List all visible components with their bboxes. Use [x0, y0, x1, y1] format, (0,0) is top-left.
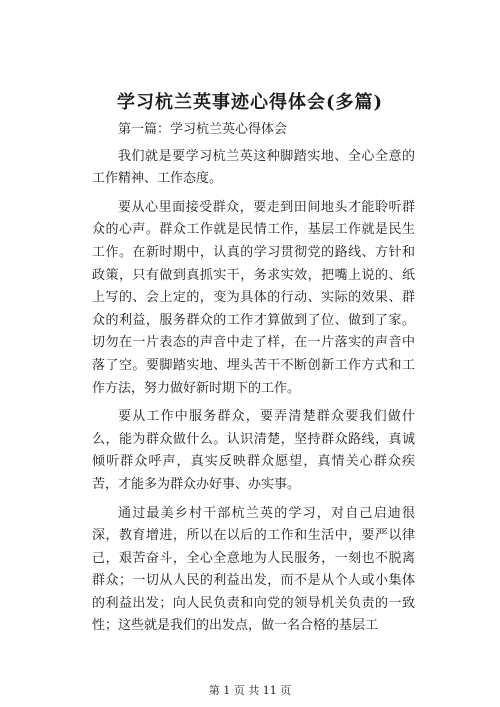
paragraph-2: 要从心里面接受群众，要走到田间地头才能聆听群众的心声。群众工作就是民情工作，基层工作就是民生工作。在新时期中，认真的学习贯彻党的路线、方针和政策，只有做到真抓实干，务求实效，把嘴上说的、纸上写的、会上定的，变为具体的行动、实际的效果、群众的利益，服务群众的工作才算做到了位、做到了家。切勿在一片表态的声音中走了样，在一片落实的声音中落了空。要脚踏实地、埋头苦干不断创新工作方式和工作方法，努力做好新时期下的工作。 [92, 199, 415, 396]
document-title: 学习杭兰英事迹心得体会(多篇) [116, 92, 384, 113]
document-body [92, 119, 415, 644]
paragraph-1: 我们就是要学习杭兰英这种脚踏实地、全心全意的工作精神、工作态度。 [92, 148, 415, 187]
section-heading: 第一篇：学习杭兰英心得体会 [118, 122, 288, 137]
page-footer: 第 1 页 共 11 页 [208, 684, 292, 697]
paragraph-4: 通过最美乡村干部杭兰英的学习，对自己启迪很深，教育增进，所以在以后的工作和生活中，要严以律己，艰苦奋斗，全心全意地为人民服务，一刻也不脱离群众；一切从人民的利益出发，而不是从个人或小集体的利益出发；向人民负责和向党的领导机关负责的一致性；这些就是我们的出发点，做一名合格的基层工 [92, 505, 415, 634]
paragraph-3: 要从工作中服务群众，要弄清楚群众要我们做什么，能为群众做什么。认识清楚，坚持群众路线，真诚倾听群众呼声，真实反映群众愿望，真情关心群众疾苦，才能多为群众办好事、办实事。 [92, 409, 415, 492]
